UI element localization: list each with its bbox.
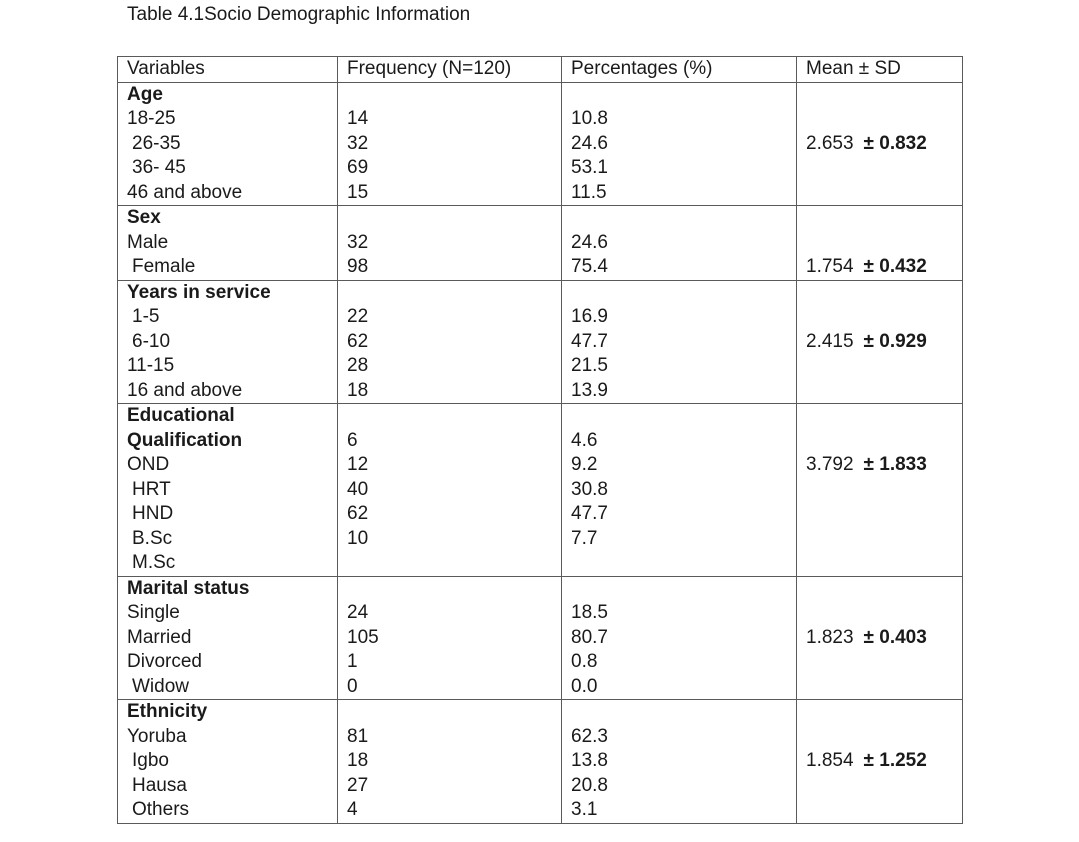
category-label: Hausa	[132, 774, 187, 796]
percentage-value: 24.6	[571, 231, 608, 253]
table-group-row	[118, 700, 963, 824]
frequency-value: 40	[347, 478, 369, 500]
frequency-cell	[338, 82, 562, 206]
frequency-cell	[338, 404, 562, 577]
category-label: Married	[127, 626, 192, 648]
group-title: Marital status	[127, 577, 250, 599]
mean-sd-cell	[797, 280, 963, 404]
header-row	[118, 57, 963, 83]
category-label: B.Sc	[132, 527, 173, 549]
percentage-value: 80.7	[571, 626, 608, 648]
frequency-value: 28	[347, 355, 369, 376]
frequency-value: 22	[347, 306, 369, 327]
percentage-cell	[562, 576, 797, 700]
percentage-value: 53.1	[571, 157, 608, 178]
sd-value: ± 1.833	[863, 454, 927, 475]
spacer	[347, 700, 561, 725]
header-mean-sd: Mean ± SD	[797, 57, 963, 83]
percentage-value: 0.8	[571, 651, 598, 672]
mean-sd-value	[806, 132, 962, 157]
category-label: 18-25	[127, 108, 176, 129]
group-title: Ethnicity	[127, 701, 208, 722]
group-title: Age	[127, 83, 163, 105]
category-label: 6-10	[132, 330, 171, 352]
spacer	[806, 107, 962, 132]
frequency-value: 32	[347, 132, 369, 154]
spacer	[806, 577, 962, 602]
mean-sd-value	[806, 453, 962, 478]
frequency-value: 10	[347, 527, 369, 549]
spacer	[571, 700, 796, 725]
mean-value: 2.653	[806, 132, 854, 154]
category-label: Single	[127, 602, 180, 623]
spacer	[571, 206, 796, 231]
frequency-value: 69	[347, 157, 369, 178]
category-label: Male	[127, 231, 169, 253]
spacer	[806, 527, 962, 552]
percentage-value: 47.7	[571, 503, 608, 524]
mean-sd-cell	[797, 700, 963, 824]
sd-value: ± 0.929	[863, 330, 927, 352]
group-title: Qualification	[127, 429, 243, 451]
header-percentages: Percentages (%)	[562, 57, 797, 83]
category-label: 11-15	[127, 355, 175, 376]
frequency-value: 18	[347, 750, 369, 771]
percentage-value: 10.8	[571, 108, 608, 129]
frequency-value: 98	[347, 256, 369, 277]
frequency-cell	[338, 700, 562, 824]
sd-value: ± 0.832	[863, 132, 927, 154]
frequency-value: 62	[347, 503, 369, 524]
percentage-value: 62.3	[571, 725, 608, 747]
frequency-value: 27	[347, 774, 369, 796]
category-label: 1-5	[132, 306, 160, 327]
percentage-cell	[562, 700, 797, 824]
socio-demographic-table	[117, 56, 963, 824]
percentage-value: 24.6	[571, 132, 608, 154]
category-label: HND	[132, 503, 174, 524]
header-frequency: Frequency (N=120)	[338, 57, 562, 83]
variables-cell	[118, 82, 338, 206]
category-label: 36- 45	[132, 157, 186, 178]
frequency-value: 0	[347, 675, 358, 697]
mean-value: 2.415	[806, 330, 854, 352]
frequency-value: 24	[347, 602, 369, 623]
spacer	[806, 774, 962, 799]
spacer	[806, 601, 962, 626]
spacer	[806, 231, 962, 256]
category-label: Widow	[132, 675, 190, 697]
spacer	[806, 478, 962, 503]
frequency-cell	[338, 206, 562, 281]
mean-sd-cell	[797, 82, 963, 206]
category-label: Yoruba	[127, 725, 187, 747]
percentage-cell	[562, 206, 797, 281]
frequency-cell	[338, 576, 562, 700]
category-label: Igbo	[132, 750, 169, 771]
spacer	[806, 798, 962, 823]
spacer	[571, 281, 796, 306]
spacer	[806, 281, 962, 306]
variables-cell	[118, 404, 338, 577]
percentage-value: 11.5	[571, 181, 607, 203]
spacer	[806, 305, 962, 330]
table-group-row	[118, 206, 963, 281]
percentage-value: 16.9	[571, 306, 608, 327]
group-title: Sex	[127, 207, 161, 228]
category-label: Others	[132, 799, 190, 820]
spacer	[806, 551, 962, 576]
table-group-row	[118, 82, 963, 206]
frequency-cell	[338, 280, 562, 404]
percentage-value: 7.7	[571, 527, 598, 549]
spacer	[806, 725, 962, 750]
spacer	[347, 404, 561, 429]
percentage-value: 20.8	[571, 774, 608, 796]
frequency-value: 62	[347, 330, 369, 352]
spacer	[347, 206, 561, 231]
frequency-value: 1	[347, 651, 358, 672]
frequency-value: 81	[347, 725, 369, 747]
percentage-value: 13.9	[571, 379, 608, 401]
table-group-row	[118, 404, 963, 577]
category-label: Female	[132, 256, 196, 277]
mean-sd-value	[806, 330, 962, 355]
group-title: Educational	[127, 405, 235, 426]
percentage-value: 0.0	[571, 675, 598, 697]
table-group-row	[118, 280, 963, 404]
mean-sd-cell	[797, 576, 963, 700]
spacer	[806, 650, 962, 675]
variables-cell	[118, 576, 338, 700]
spacer	[806, 354, 962, 379]
percentage-value: 18.5	[571, 602, 608, 623]
frequency-value: 15	[347, 181, 369, 203]
percentage-value: 75.4	[571, 256, 608, 277]
category-label: M.Sc	[132, 552, 176, 573]
frequency-value: 6	[347, 429, 358, 451]
category-label: OND	[127, 454, 170, 475]
category-label: 46 and above	[127, 181, 243, 203]
spacer	[571, 404, 796, 429]
group-title: Years in service	[127, 281, 271, 303]
spacer	[806, 83, 962, 108]
category-label: HRT	[132, 478, 171, 500]
spacer	[806, 404, 962, 429]
spacer	[806, 156, 962, 181]
frequency-value: 18	[347, 379, 369, 401]
spacer	[571, 83, 796, 108]
spacer	[347, 281, 561, 306]
category-label: Divorced	[127, 651, 202, 672]
variables-cell	[118, 700, 338, 824]
category-label: 16 and above	[127, 379, 243, 401]
variables-cell	[118, 206, 338, 281]
spacer	[806, 379, 962, 404]
percentage-value: 21.5	[571, 355, 608, 376]
percentage-value: 9.2	[571, 454, 598, 475]
frequency-value: 105	[347, 626, 379, 648]
mean-value: 1.823	[806, 626, 854, 648]
percentage-value: 13.8	[571, 750, 608, 771]
frequency-value: 12	[347, 454, 369, 475]
percentage-value: 47.7	[571, 330, 608, 352]
header-variables: Variables	[118, 57, 338, 83]
spacer	[806, 700, 962, 725]
percentage-value: 3.1	[571, 799, 598, 820]
spacer	[806, 675, 962, 700]
spacer	[806, 181, 962, 206]
mean-sd-value	[806, 255, 962, 280]
mean-sd-cell	[797, 206, 963, 281]
percentage-cell	[562, 404, 797, 577]
spacer	[806, 429, 962, 454]
variables-cell	[118, 280, 338, 404]
frequency-value: 4	[347, 799, 358, 820]
spacer	[806, 206, 962, 231]
category-label: 26-35	[132, 132, 181, 154]
spacer	[347, 577, 561, 602]
sd-value: ± 1.252	[863, 750, 927, 771]
percentage-value: 4.6	[571, 429, 598, 451]
frequency-value: 32	[347, 231, 369, 253]
percentage-cell	[562, 280, 797, 404]
percentage-value: 30.8	[571, 478, 608, 500]
mean-value: 3.792	[806, 454, 854, 475]
percentage-cell	[562, 82, 797, 206]
spacer	[571, 577, 796, 602]
mean-value: 1.754	[806, 256, 854, 277]
sd-value: ± 0.432	[863, 256, 927, 277]
mean-sd-value	[806, 626, 962, 651]
spacer	[806, 502, 962, 527]
spacer	[347, 83, 561, 108]
table-group-row	[118, 576, 963, 700]
sd-value: ± 0.403	[863, 626, 927, 648]
mean-sd-value	[806, 749, 962, 774]
table-caption: Table 4.1Socio Demographic Information	[127, 4, 471, 25]
mean-value: 1.854	[806, 750, 854, 771]
mean-sd-cell	[797, 404, 963, 577]
frequency-value: 14	[347, 108, 369, 129]
